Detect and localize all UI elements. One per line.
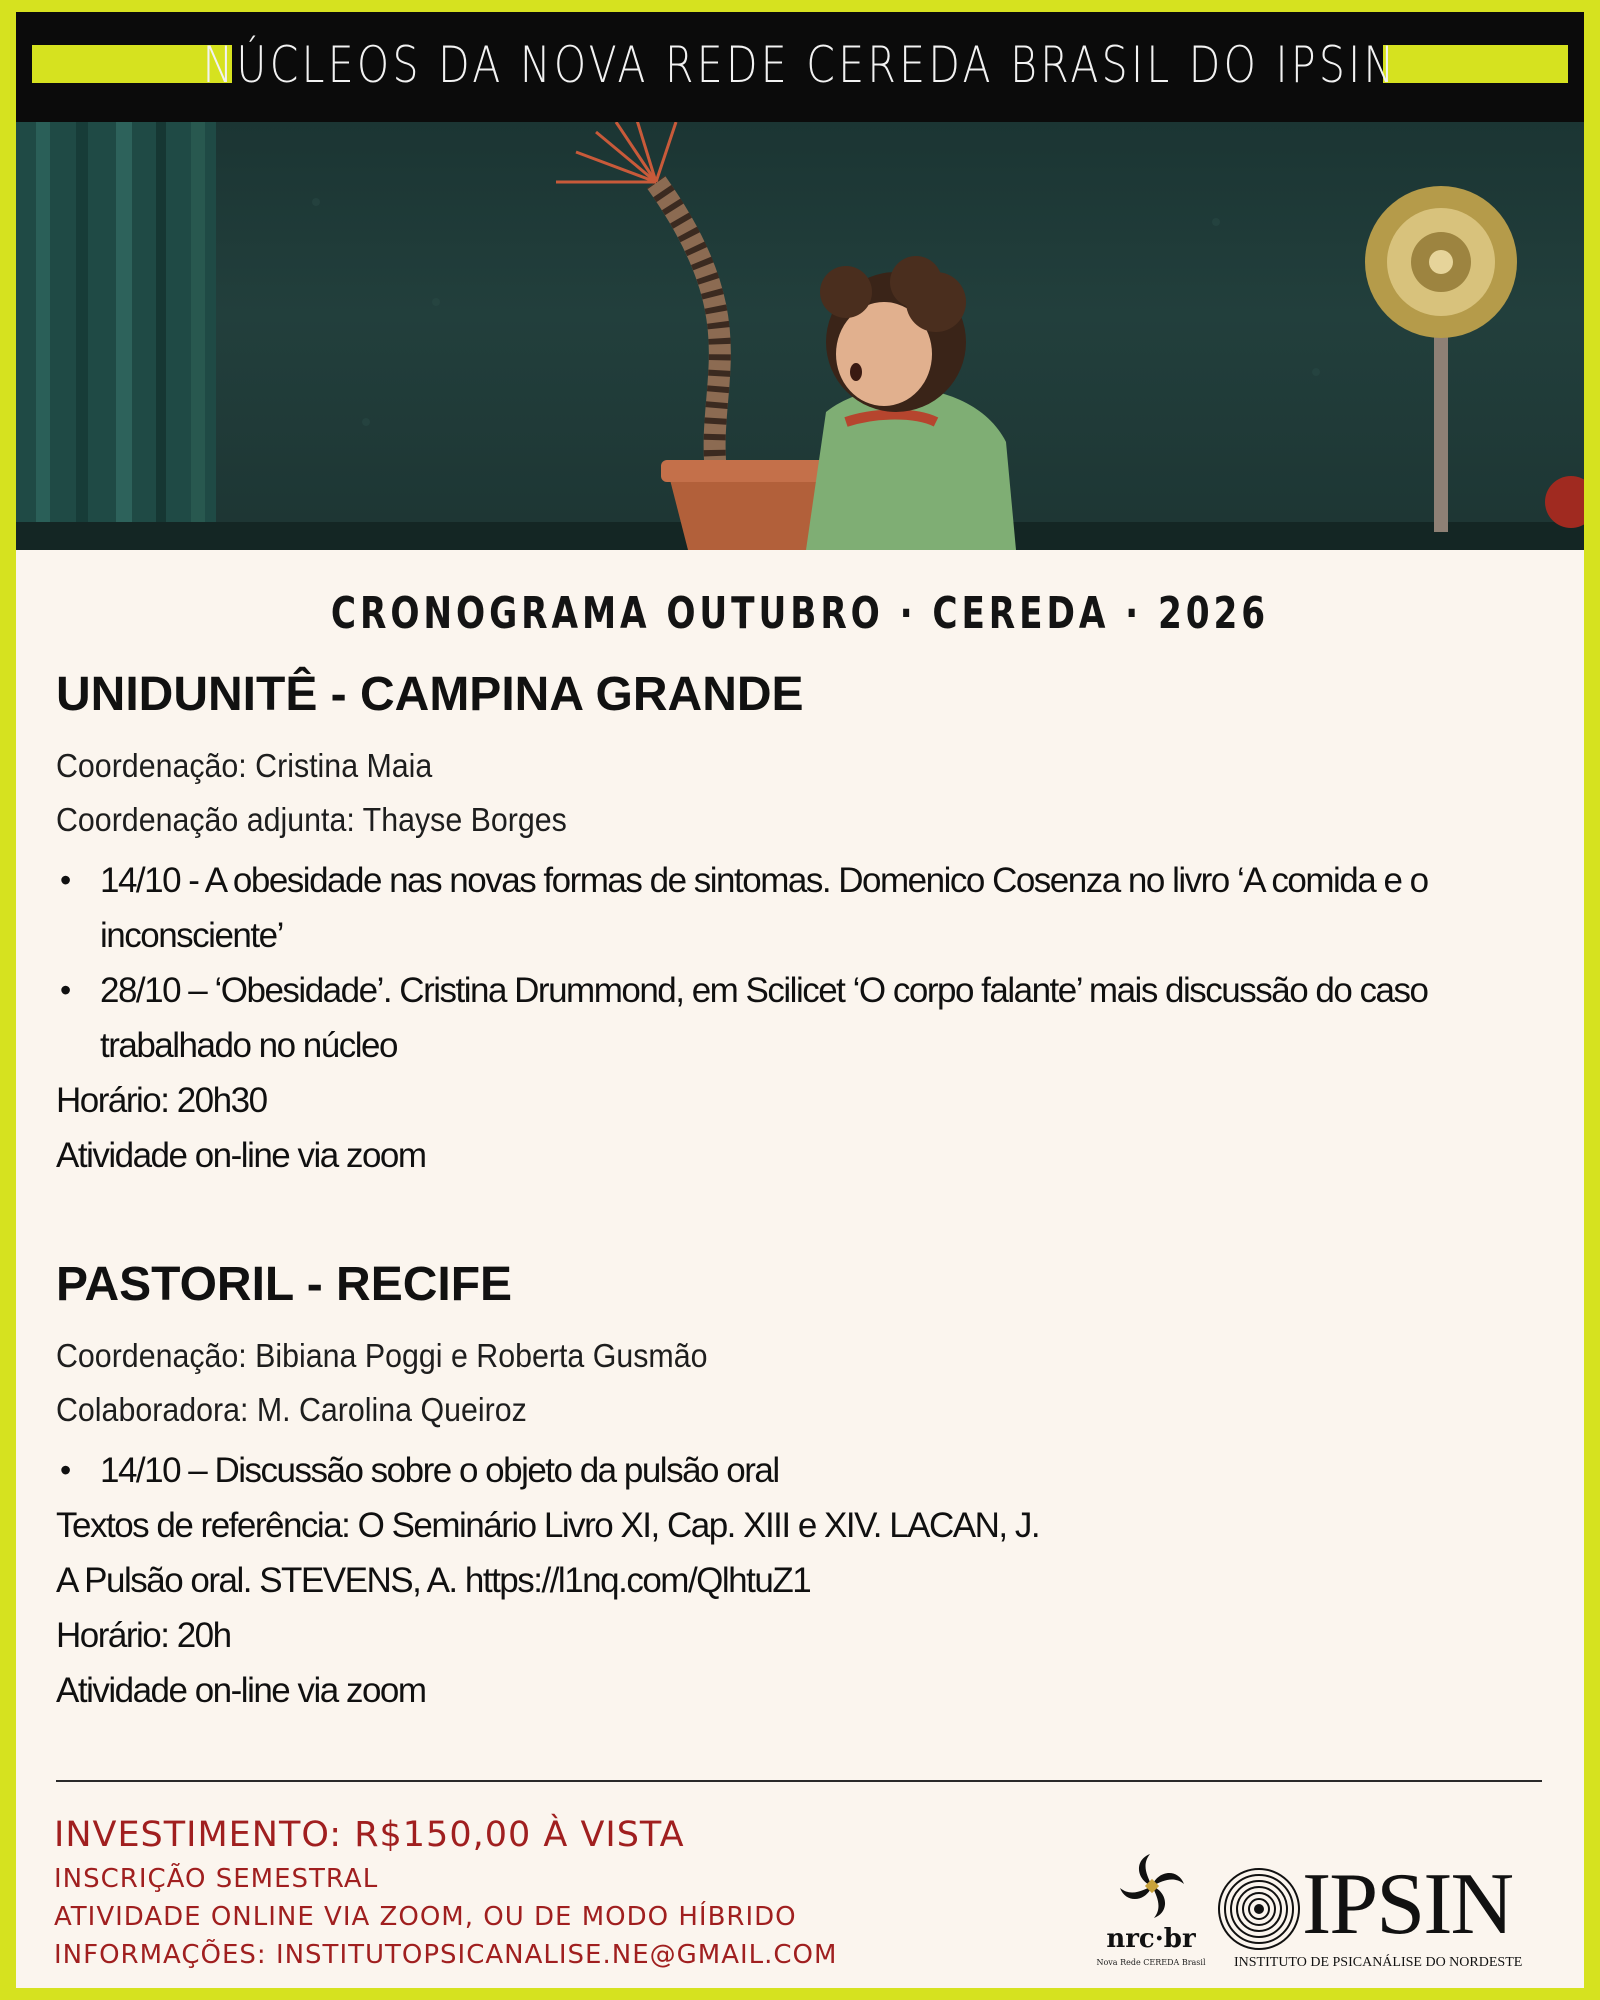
reference-texts: Textos de referência: O Seminário Livro XI, Cap. XIII e XIV. LACAN, J. bbox=[56, 1506, 1040, 1545]
section-heading: PASTORIL - RECIFE bbox=[56, 1258, 513, 1311]
content-area bbox=[16, 550, 1584, 1988]
hero-illustration bbox=[16, 122, 1584, 550]
poster bbox=[16, 12, 1584, 1988]
reference-link: A Pulsão oral. STEVENS, A. https://l1nq.com/QlhtuZ1 bbox=[56, 1561, 811, 1600]
hero-illustration-art bbox=[16, 122, 1584, 550]
bullet-list bbox=[56, 1443, 1566, 1498]
header-bar bbox=[16, 12, 1584, 122]
investment-price: INVESTIMENTO: R$150,00 À VISTA bbox=[54, 1815, 685, 1855]
nrc-logo-subtitle: Nova Rede CEREDA Brasil bbox=[1096, 1958, 1206, 1967]
list-item bbox=[56, 853, 1566, 963]
schedule-title: CRONOGRAMA OUTUBRO · CEREDA · 2026 bbox=[330, 588, 1270, 639]
list-item bbox=[56, 963, 1566, 1073]
contact-email: INFORMAÇÕES: INSTITUTOPSICANALISE.NE@GMAIL.COM bbox=[54, 1940, 838, 1970]
bullet-dot: • bbox=[60, 862, 70, 898]
section-pastoril bbox=[56, 1255, 1566, 1718]
list-item-text: 14/10 - A obesidade nas novas formas de sintomas. Domenico Cosenza no livro ‘A comida e o inconsciente’ bbox=[100, 861, 1428, 955]
coordination-line: Colaboradora: M. Carolina Queiroz bbox=[56, 1391, 527, 1428]
bullet-list bbox=[56, 853, 1566, 1073]
list-item-text: 28/10 – ‘Obesidade’. Cristina Drummond, em Scilicet ‘O corpo falante’ mais discussão do caso trabalhado no núcleo bbox=[100, 971, 1428, 1065]
ipsin-logo bbox=[1216, 1856, 1556, 1970]
coordination-line: Coordenação adjunta: Thayse Borges bbox=[56, 801, 567, 838]
activity-info: ATIVIDADE ONLINE VIA ZOOM, OU DE MODO HÍBRIDO bbox=[54, 1902, 797, 1932]
coordination-line: Coordenação: Cristina Maia bbox=[56, 747, 433, 784]
nrc-logo-name: nrc·br bbox=[1106, 1924, 1196, 1954]
ipsin-logo-subtitle: INSTITUTO DE PSICANÁLISE DO NORDESTE bbox=[1234, 1955, 1523, 1970]
investment-block bbox=[54, 1810, 837, 1974]
section-heading: UNIDUNITÊ - CAMPINA GRANDE bbox=[56, 668, 804, 721]
nrc-br-logo bbox=[1086, 1850, 1216, 1970]
schedule-time: Horário: 20h bbox=[56, 1616, 231, 1655]
enrollment-info: INSCRIÇÃO SEMESTRAL bbox=[54, 1864, 379, 1894]
list-item-text: 14/10 – Discussão sobre o objeto da pulsão oral bbox=[100, 1451, 779, 1490]
coordination-line: Coordenação: Bibiana Poggi e Roberta Gusmão bbox=[56, 1337, 708, 1374]
header-title: NÚCLEOS DA NOVA REDE CEREDA BRASIL DO IPSIN bbox=[202, 36, 1398, 94]
ipsin-spiral-icon bbox=[1216, 1866, 1302, 1952]
bullet-dot: • bbox=[60, 972, 70, 1008]
ipsin-logo-name: IPSIN bbox=[1302, 1856, 1513, 1953]
section-unidunite bbox=[56, 665, 1566, 1183]
schedule-time: Horário: 20h30 bbox=[56, 1081, 267, 1120]
bullet-dot: • bbox=[60, 1452, 70, 1488]
nrc-spiral-icon bbox=[1116, 1850, 1188, 1922]
activity-mode: Atividade on-line via zoom bbox=[56, 1671, 426, 1710]
divider bbox=[56, 1780, 1542, 1782]
activity-mode: Atividade on-line via zoom bbox=[56, 1136, 426, 1175]
list-item bbox=[56, 1443, 1566, 1498]
